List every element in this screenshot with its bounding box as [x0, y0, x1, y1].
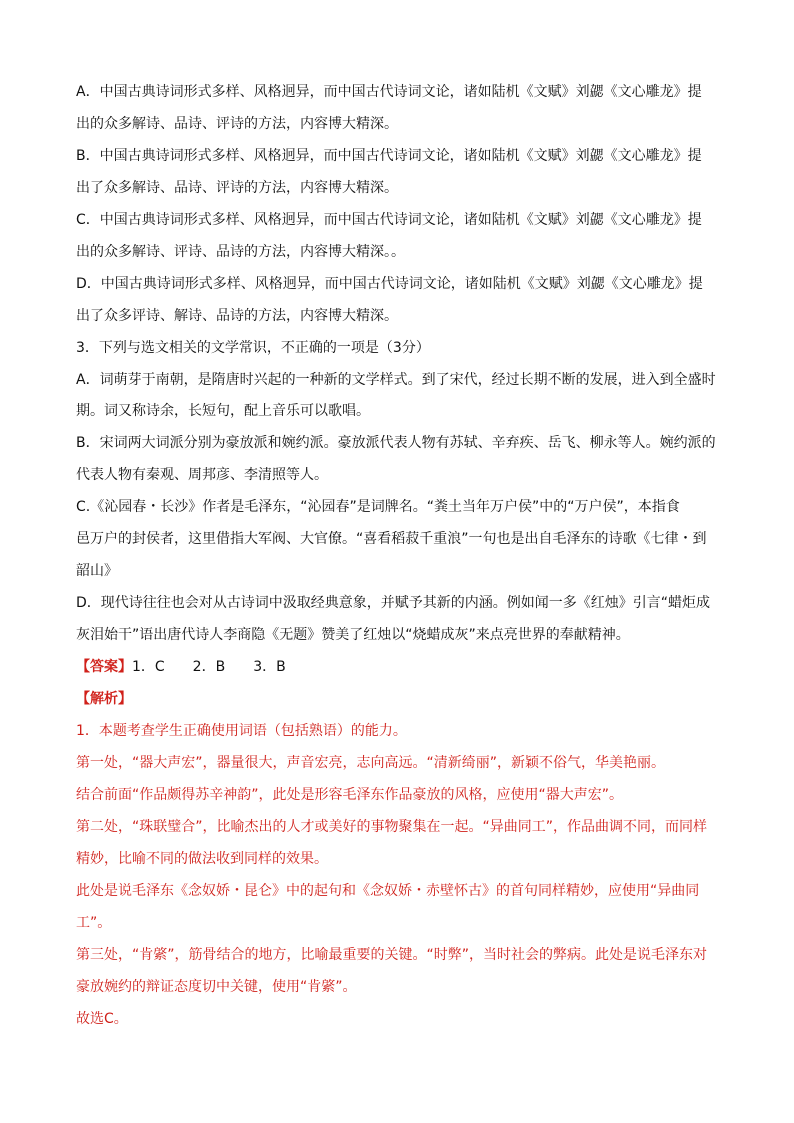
- option-b-line-2: 出了众多解诗、品诗、评诗的方法，内容博大精深。: [76, 180, 398, 196]
- option-a-line-1: A．中国古典诗词形式多样、风格迥异，而中国古代诗词文论，诸如陆机《文赋》刘勰《文心雕龙》提: [76, 84, 702, 100]
- q3-option-c-line-1: C.《沁园春・长沙》作者是毛泽东，“沁园春”是词牌名。“粪土当年万户侯”中的“万户侯”，本指食: [76, 499, 680, 515]
- option-b-line-1: B．中国古典诗词形式多样、风格迥异，而中国古代诗词文论，诸如陆机《文赋》刘勰《文心雕龙》提: [76, 148, 702, 164]
- analysis-line: 此处是说毛泽东《念奴娇・昆仑》中的起句和《念奴娇・赤壁怀古》的首句同样精妙，应使用“异曲同: [76, 883, 700, 899]
- analysis-line: 第一处，“器大声宏”，器量很大，声音宏亮，志向高远。“清新绮丽”，新颖不俗气，华美艳丽。: [76, 755, 666, 771]
- analysis-line: 第二处，“珠联璧合”，比喻杰出的人才或美好的事物聚集在一起。“异曲同工”，作品曲调不同，而同样: [76, 819, 708, 835]
- q3-option-a-line-2: 期。词又称诗余，长短句，配上音乐可以歌唱。: [76, 403, 370, 419]
- option-c-line-1: C．中国古典诗词形式多样、风格迥异，而中国古代诗词文论，诸如陆机《文赋》刘勰《文心雕龙》提: [76, 212, 702, 228]
- q3-option-d-line-1: D．现代诗往往也会对从古诗词中汲取经典意象，并赋予其新的内涵。例如闻一多《红烛》引言“蜡炬成: [76, 595, 711, 611]
- question-3-stem: 3．下列与选文相关的文学常识，不正确的一项是（3分）: [76, 340, 430, 356]
- q3-option-c-line-2: 邑万户的封侯者，这里借指大军阀、大官僚。“喜看稻菽千重浪”一句也是出自毛泽东的诗歌《七律・到: [76, 531, 707, 547]
- analysis-line: 精妙，比喻不同的做法收到同样的效果。: [76, 851, 328, 867]
- q3-option-c-line-3: 韶山》: [76, 563, 118, 579]
- analysis-label: 【解析】: [76, 691, 132, 707]
- analysis-line: 1．本题考查学生正确使用词语（包括熟语）的能力。: [76, 723, 407, 739]
- q3-option-d-line-2: 灰泪始干”语出唐代诗人李商隐《无题》赞美了红烛以“烧蜡成灰”来点亮世界的奉献精神。: [76, 627, 630, 643]
- q3-option-a-line-1: A．词萌芽于南朝，是隋唐时兴起的一种新的文学样式。到了宋代，经过长期不断的发展，进入到全盛时: [76, 372, 716, 388]
- analysis-line: 第三处，“肯綮”，筋骨结合的地方，比喻最重要的关键。“时弊”，当时社会的弊病。此处是说毛泽东对: [76, 947, 708, 963]
- analysis-line: 结合前面“作品颇得苏辛神韵”，此处是形容毛泽东作品豪放的风格，应使用“器大声宏”。: [76, 787, 624, 803]
- option-d-line-1: D．中国古典诗词形式多样、风格迥异，而中国古代诗词文论，诸如陆机《文赋》刘勰《文心雕龙》提: [76, 276, 703, 292]
- answer-label: 【答案】: [76, 659, 132, 675]
- q3-option-b-line-2: 代表人物有秦观、周邦彦、李清照等人。: [76, 467, 328, 483]
- option-a-line-2: 出的众多解诗、品诗、评诗的方法，内容博大精深。: [76, 116, 398, 132]
- option-c-line-2: 出的众多解诗、评诗、品诗的方法，内容博大精深。。: [76, 244, 405, 260]
- q3-option-b-line-1: B．宋词两大词派分别为豪放派和婉约派。豪放派代表人物有苏轼、辛弃疾、岳飞、柳永等人。婉约派的: [76, 435, 716, 451]
- answer-values: 1．C 2．B 3．B: [132, 659, 286, 675]
- analysis-line: 工”。: [76, 915, 112, 931]
- analysis-line: 豪放婉约的辩证态度切中关键，使用“肯綮”。: [76, 979, 357, 995]
- option-d-line-2: 出了众多评诗、解诗、品诗的方法，内容博大精深。: [76, 308, 398, 324]
- analysis-line: 故选C。: [76, 1011, 128, 1027]
- answer-line: [76, 656, 726, 678]
